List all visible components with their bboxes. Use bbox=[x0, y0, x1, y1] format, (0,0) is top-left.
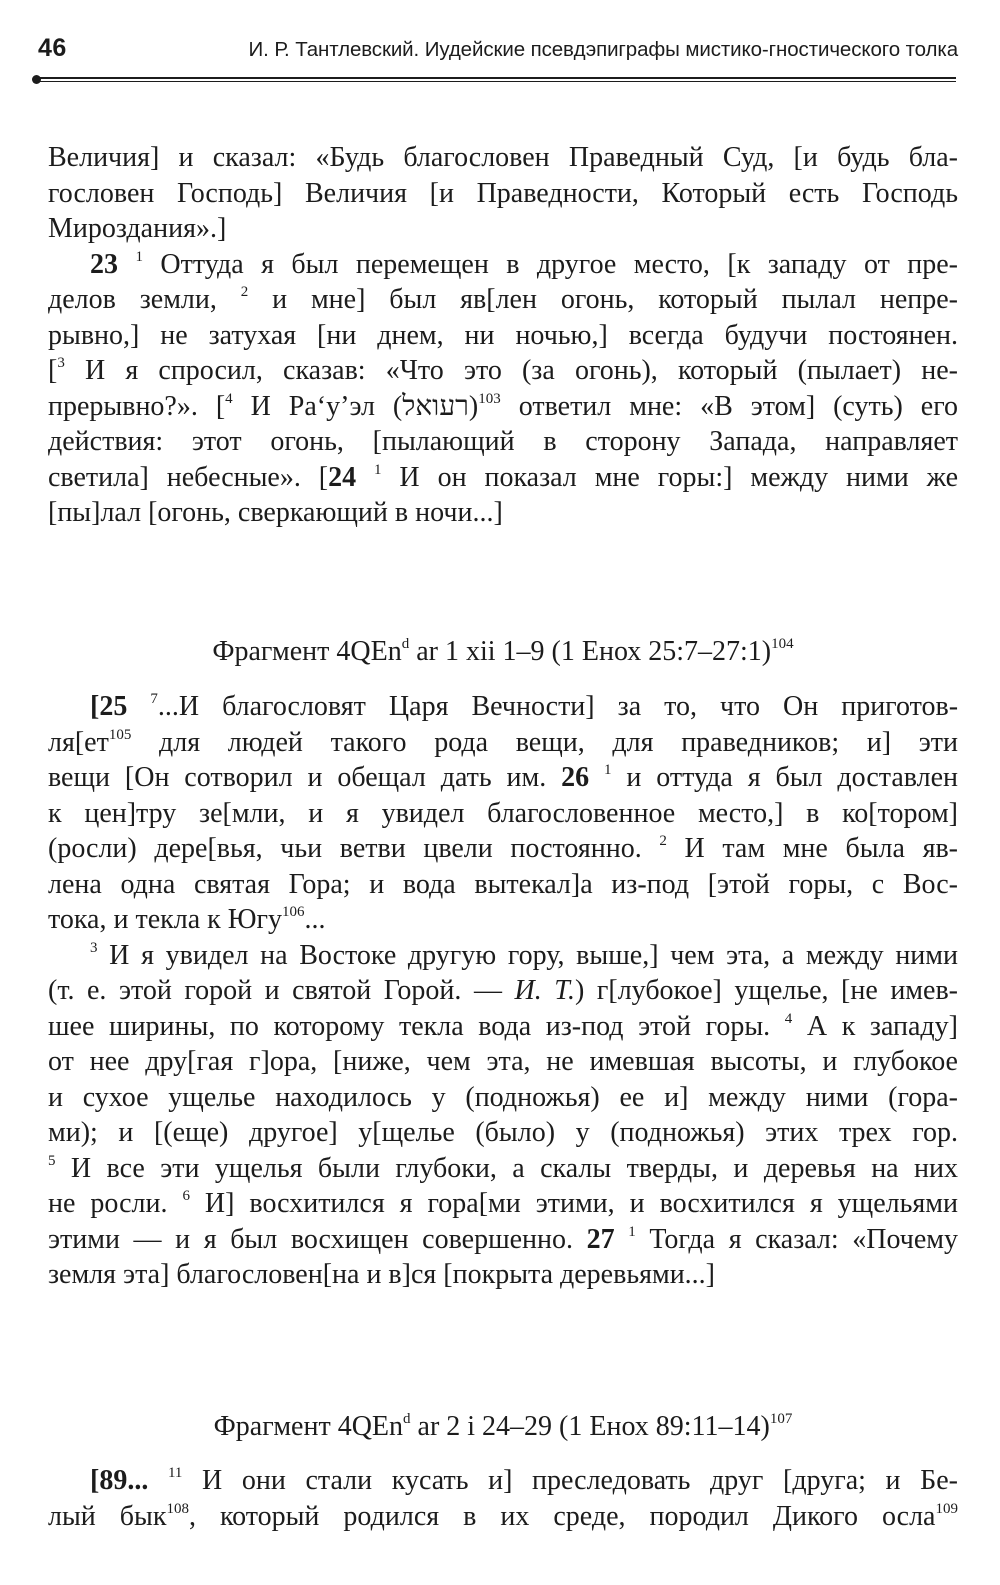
text-run: делов земли, bbox=[48, 284, 241, 315]
text-line bbox=[48, 760, 958, 796]
text-run bbox=[356, 462, 374, 493]
running-title: И. Р. Тантлевский. Иудейские псевдэпиграфы мистико-гностического толка bbox=[248, 38, 958, 61]
running-header bbox=[38, 34, 958, 74]
text-line bbox=[48, 282, 958, 318]
text-line bbox=[48, 1044, 958, 1080]
verse-number: 26 bbox=[561, 762, 590, 793]
text-line bbox=[48, 796, 958, 832]
text-line bbox=[48, 424, 958, 460]
verse-number: 27 bbox=[586, 1223, 615, 1255]
text-run: ...И благословят Царя Вечности] за то, что Он приготов- bbox=[157, 691, 959, 722]
text-run: Величия] и сказал: «Будь благословен Праведный Суд, [и будь бла- bbox=[48, 142, 958, 173]
text-run: Тогда я сказал: «Почему bbox=[635, 1223, 959, 1255]
heading-text bbox=[48, 1409, 958, 1445]
text-run: прерывно?». [ bbox=[48, 390, 226, 422]
text-run bbox=[589, 762, 604, 793]
text-run: лый бык bbox=[48, 1500, 167, 1532]
text-run: Фрагмент 4QEn bbox=[212, 636, 402, 667]
text-run: шее ширины, по которому текла вода из-под этой горы. bbox=[48, 1010, 785, 1042]
text-run: И я спросил, сказав: «Что это (за огонь), который (пылает) не- bbox=[64, 355, 958, 386]
footnote-ref: 104 bbox=[771, 636, 794, 652]
rule-line-thick bbox=[36, 77, 956, 79]
footnote-ref: 2 bbox=[659, 833, 667, 849]
text-line bbox=[48, 1257, 958, 1293]
text-line bbox=[48, 140, 958, 176]
text-run: тока, и текла к Югу bbox=[48, 904, 282, 935]
verse-number: 24 bbox=[328, 461, 357, 493]
fragment-heading-2 bbox=[48, 1409, 958, 1445]
text-run: И они стали кусать и] преследовать друг [друга; и Бе- bbox=[182, 1465, 959, 1496]
footnote-ref: 4 bbox=[225, 390, 233, 407]
verse-number: [25 bbox=[90, 691, 128, 722]
text-line bbox=[48, 1222, 958, 1258]
footnote-ref: 1 bbox=[135, 248, 143, 265]
verse-number: 23 bbox=[90, 248, 118, 280]
text-line bbox=[48, 1009, 958, 1045]
text-run: ответил мне: «В этом] (суть) его bbox=[500, 390, 959, 422]
text-run: И я увидел на Востоке другую гору, выше,] чем эта, а между ними bbox=[97, 939, 958, 971]
text-run: не росли. bbox=[48, 1188, 183, 1219]
text-line bbox=[48, 1499, 958, 1535]
heading-text bbox=[48, 634, 958, 670]
footnote-ref: d bbox=[403, 1411, 411, 1427]
footnote-ref: 3 bbox=[57, 355, 65, 371]
text-run: лена одна святая Гора; и вода вытекал]а из-под [этой горы, с Вос- bbox=[48, 868, 958, 900]
text-run: земля эта] благословен[на и в]ся [покрыта деревьями...] bbox=[48, 1259, 716, 1290]
text-run: и оттуда я был доставлен bbox=[611, 762, 958, 793]
text-run: И там мне была яв- bbox=[666, 833, 958, 864]
text-run: рывно,] не затухая [ни днем, ни ночью,] всегда будучи постоянен. bbox=[48, 319, 958, 351]
text-run: ar 1 xii 1–9 (1 Енох 25:7–27:1) bbox=[409, 636, 772, 667]
fragment-heading-1 bbox=[48, 634, 958, 670]
text-line bbox=[48, 902, 958, 938]
text-line bbox=[48, 938, 958, 974]
footnote-ref: 5 bbox=[48, 1152, 56, 1169]
text-run: к цен]тру зе[мли, и я увидел благословенное место,] в ко[тором] bbox=[48, 797, 958, 829]
text-line bbox=[48, 1186, 958, 1222]
text-run: [ bbox=[48, 355, 58, 386]
header-rule bbox=[36, 77, 956, 82]
footnote-ref: 1 bbox=[603, 762, 612, 778]
text-line bbox=[48, 211, 958, 247]
footnote-ref: 6 bbox=[182, 1188, 190, 1204]
text-run: для людей такого рода вещи, для праведников; и] эти bbox=[131, 726, 958, 758]
footnote-ref: 106 bbox=[282, 904, 305, 920]
text-run bbox=[118, 249, 135, 280]
text-run: от нее дру[гая г]ора, [ниже, чем эта, не имевшая высоты, и глубокое bbox=[48, 1046, 958, 1077]
text-line bbox=[48, 689, 958, 725]
footnote-ref: 105 bbox=[108, 726, 132, 743]
text-line bbox=[48, 725, 958, 761]
text-run bbox=[127, 691, 150, 722]
text-run: (т. е. этой горой и святой Горой. — bbox=[48, 975, 515, 1006]
text-run: Оттуда я был перемещен в другое место, [к западу от пре- bbox=[142, 248, 958, 280]
text-run: А к западу] bbox=[792, 1010, 958, 1042]
text-line bbox=[48, 867, 958, 903]
text-run: ... bbox=[304, 904, 326, 935]
text-line bbox=[48, 831, 958, 867]
footnote-ref: 3 bbox=[90, 939, 98, 956]
text-run: И все эти ущелья были глубоки, а скалы тверды, и деревья на них bbox=[55, 1152, 958, 1184]
text-line bbox=[48, 1115, 958, 1151]
rule-line-thin bbox=[36, 81, 956, 82]
text-line bbox=[48, 1151, 958, 1187]
text-run: И Ра‘у’эл (רעואל) bbox=[232, 390, 479, 422]
text-run: , который родился в их среде, породил Дикого осла bbox=[188, 1500, 936, 1532]
text-run: и мне] был яв[лен огонь, который пылал непре- bbox=[248, 284, 958, 315]
footnote-ref: 109 bbox=[935, 1500, 958, 1517]
text-line bbox=[48, 247, 958, 283]
text-run: И он показал мне горы:] между ними же bbox=[381, 461, 959, 493]
text-run: Фрагмент 4QEn bbox=[213, 1411, 404, 1442]
text-line bbox=[48, 318, 958, 354]
text-line bbox=[48, 1080, 958, 1116]
text-run: действия: этот огонь, [пылающий в сторону Запада, направляет bbox=[48, 426, 958, 457]
text-line bbox=[48, 1463, 958, 1499]
text-run: [пы]лал [огонь, сверкающий в ночи...] bbox=[48, 497, 503, 528]
footnote-ref: d bbox=[401, 636, 410, 652]
text-run: И. Т. bbox=[514, 975, 576, 1006]
text-run: Мироздания».] bbox=[48, 213, 227, 244]
text-run: И] восхитился я гора[ми этими, и восхитился я ущельями bbox=[189, 1188, 958, 1219]
footnote-ref: 1 bbox=[628, 1223, 636, 1240]
text-run: и сухое ущелье находилось у (подножья) ее и] между ними (гора- bbox=[48, 1081, 958, 1113]
text-line bbox=[48, 389, 958, 425]
verse-number: [89... bbox=[90, 1465, 149, 1496]
text-line bbox=[48, 460, 958, 496]
footnote-ref: 108 bbox=[166, 1500, 189, 1517]
text-run: вещи [Он сотворил и обещал дать им. bbox=[48, 762, 562, 793]
footnote-ref: 7 bbox=[150, 691, 158, 707]
footnote-ref: 103 bbox=[478, 390, 501, 407]
text-run: ми); и [(еще) другое] у[щелье (было) у (подножья) этих трех гор. bbox=[48, 1117, 958, 1148]
page-number: 46 bbox=[38, 34, 67, 62]
text-line bbox=[48, 973, 958, 1009]
text-run: гословен Господь] Величия [и Праведности, Который есть Господь bbox=[48, 177, 958, 209]
footnote-ref: 2 bbox=[240, 284, 249, 300]
text-run: ля[ет bbox=[48, 726, 109, 758]
text-run: ) г[лубокое] ущелье, [не имев- bbox=[575, 975, 958, 1006]
footnote-ref: 4 bbox=[784, 1010, 793, 1027]
text-line bbox=[48, 495, 958, 531]
text-run: (росли) дере[вья, чьи ветви цвели постоянно. bbox=[48, 833, 660, 864]
footnote-ref: 107 bbox=[769, 1411, 793, 1427]
text-run: светила] небесные». [ bbox=[48, 461, 329, 493]
text-run: этими — и я был восхищен совершенно. bbox=[48, 1223, 587, 1255]
text-block-enoch-89 bbox=[48, 1463, 958, 1534]
text-run: ar 2 i 24–29 (1 Енох 89:11–14) bbox=[410, 1411, 770, 1442]
text-run bbox=[148, 1465, 168, 1496]
text-line bbox=[48, 176, 958, 212]
footnote-ref: 11 bbox=[167, 1465, 183, 1481]
text-line bbox=[48, 353, 958, 389]
footnote-ref: 1 bbox=[374, 461, 382, 478]
text-block-enoch-23-24 bbox=[48, 140, 958, 531]
text-block-enoch-25-27 bbox=[48, 689, 958, 1293]
text-run bbox=[615, 1224, 629, 1255]
